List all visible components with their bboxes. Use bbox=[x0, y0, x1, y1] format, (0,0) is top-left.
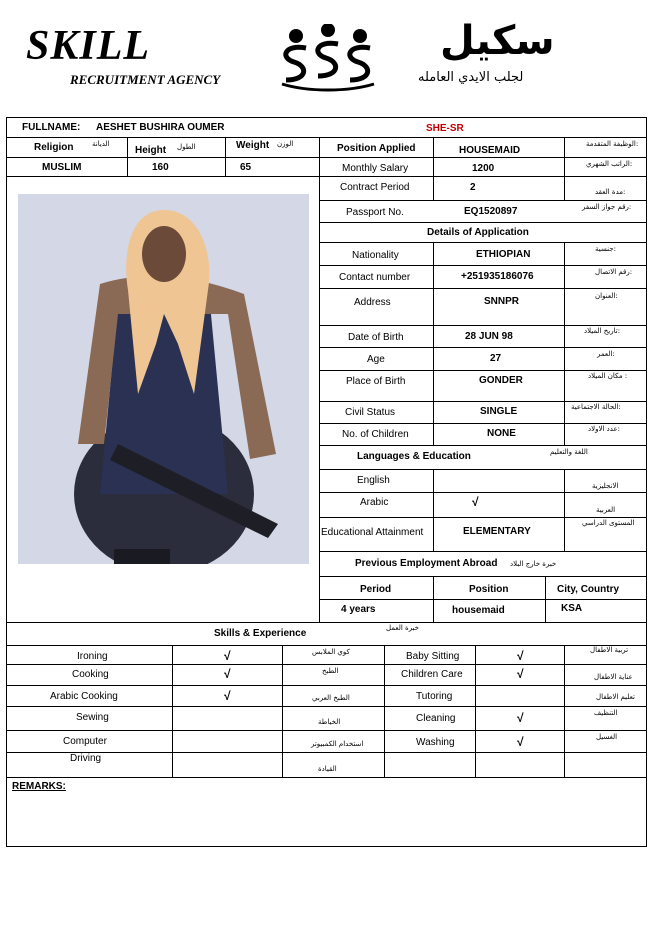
religion-label: Religion bbox=[34, 142, 74, 153]
weight-label: Weight bbox=[236, 140, 270, 151]
skill-tutoring: Tutoring bbox=[416, 691, 453, 702]
employment-position: housemaid bbox=[452, 605, 505, 616]
remarks-label: REMARKS: bbox=[12, 781, 66, 792]
brand-name-arabic: سكيل bbox=[440, 18, 555, 64]
arabic-mark: √ bbox=[472, 495, 479, 509]
education-label-arabic: المستوى الدراسي bbox=[582, 519, 635, 527]
skill-sewing: Sewing bbox=[76, 712, 109, 723]
children-label-arabic: عدد الاولاد: bbox=[588, 425, 620, 433]
english-label-arabic: الانجليزية bbox=[592, 482, 619, 490]
nationality-label: Nationality bbox=[352, 250, 399, 261]
skill-tutoring-arabic: تعليم الاطفال bbox=[596, 693, 635, 701]
weight-value: 65 bbox=[240, 162, 252, 173]
skill-ironing-mark: √ bbox=[224, 649, 231, 663]
age-label-arabic: العمر: bbox=[597, 350, 615, 358]
employment-heading-arabic: خبرة خارج البلاد bbox=[510, 560, 557, 568]
employment-period: 4 years bbox=[341, 604, 376, 615]
skill-washing-arabic: الغسيل bbox=[596, 733, 618, 741]
religion-value: MUSLIM bbox=[42, 162, 82, 173]
height-value: 160 bbox=[152, 162, 169, 173]
skill-driving: Driving bbox=[70, 753, 102, 764]
religion-label-arabic: الديانة bbox=[92, 140, 110, 148]
candidate-photo bbox=[18, 194, 309, 564]
skill-cooking-arabic: الطبخ bbox=[322, 667, 339, 675]
skill-driving-arabic: القيادة bbox=[318, 765, 337, 773]
salary-label: Monthly Salary bbox=[342, 163, 409, 174]
position-value: HOUSEMAID bbox=[459, 145, 521, 156]
contact-label-arabic: رقم الاتصال: bbox=[595, 268, 633, 276]
contact-value: +251935186076 bbox=[461, 271, 534, 282]
skill-cooking: Cooking bbox=[72, 669, 109, 680]
skill-sewing-arabic: الخياطة bbox=[318, 718, 341, 726]
fullname-label: FULLNAME: bbox=[22, 122, 81, 133]
brand-subtitle-arabic: لجلب الايدي العامله bbox=[418, 70, 524, 85]
passport-label-arabic: رقم جواز السفر: bbox=[582, 203, 632, 211]
contract-value: 2 bbox=[470, 182, 476, 193]
employment-col-position: Position bbox=[469, 584, 509, 595]
address-label-arabic: العنوان: bbox=[595, 292, 618, 300]
salary-label-arabic: الراتب الشهري: bbox=[586, 160, 633, 168]
civil-status-value: SINGLE bbox=[480, 406, 518, 417]
nationality-label-arabic: جنسية: bbox=[595, 245, 616, 253]
skill-children-care-mark: √ bbox=[517, 667, 524, 681]
contract-label: Contract Period bbox=[340, 182, 410, 193]
employment-city: KSA bbox=[561, 603, 583, 614]
skill-cleaning: Cleaning bbox=[416, 713, 456, 724]
children-label: No. of Children bbox=[342, 429, 409, 440]
fullname-value: AESHET BUSHIRA OUMER bbox=[96, 122, 225, 133]
employment-col-period: Period bbox=[360, 584, 392, 595]
skill-cleaning-arabic: التنظيف bbox=[594, 709, 618, 717]
age-label: Age bbox=[367, 354, 385, 365]
civil-status-label-arabic: الحالة الاجتماعية: bbox=[571, 403, 621, 411]
skill-washing: Washing bbox=[416, 737, 455, 748]
employment-heading: Previous Employment Abroad bbox=[355, 558, 498, 569]
details-heading: Details of Application bbox=[427, 227, 529, 238]
education-value: ELEMENTARY bbox=[463, 526, 531, 537]
position-label-arabic: الوظيفة المتقدمة: bbox=[586, 140, 639, 148]
candidate-code: SHE-SR bbox=[426, 123, 464, 134]
weight-label-arabic: الوزن bbox=[277, 140, 294, 148]
agency-logo-icon bbox=[278, 24, 378, 92]
skill-ironing: Ironing bbox=[77, 651, 108, 662]
skill-computer-arabic: استخدام الكمبيوتر bbox=[311, 740, 364, 748]
arabic-label: Arabic bbox=[360, 497, 389, 508]
passport-value: EQ1520897 bbox=[464, 206, 518, 217]
pob-label-arabic: مكان الميلاد : bbox=[588, 372, 628, 380]
skill-washing-mark: √ bbox=[517, 735, 524, 749]
dob-label: Date of Birth bbox=[348, 332, 404, 343]
position-label: Position Applied bbox=[337, 143, 416, 154]
skills-heading-arabic: خبرة العمل bbox=[386, 624, 419, 632]
english-label: English bbox=[357, 475, 390, 486]
skills-heading: Skills & Experience bbox=[214, 628, 307, 639]
contract-label-arabic: مدة العقد: bbox=[595, 188, 626, 196]
skill-ironing-arabic: كوي الملابس bbox=[312, 648, 350, 656]
brand-subtitle: RECRUITMENT AGENCY bbox=[70, 72, 221, 87]
address-label: Address bbox=[354, 297, 391, 308]
pob-label: Place of Birth bbox=[346, 376, 406, 387]
nationality-value: ETHIOPIAN bbox=[476, 249, 531, 260]
height-label: Height bbox=[135, 145, 167, 156]
employment-col-city: City, Country bbox=[557, 584, 620, 595]
education-label: Educational Attainment bbox=[321, 527, 424, 538]
languages-heading: Languages & Education bbox=[357, 451, 471, 462]
skill-arabic-cooking-mark: √ bbox=[224, 689, 231, 703]
civil-status-label: Civil Status bbox=[345, 407, 396, 418]
skill-baby-sitting: Baby Sitting bbox=[406, 651, 460, 662]
skill-arabic-cooking: Arabic Cooking bbox=[50, 691, 118, 702]
brand-name: SKILL bbox=[26, 23, 151, 69]
salary-value: 1200 bbox=[472, 163, 495, 174]
skill-cooking-mark: √ bbox=[224, 667, 231, 681]
skill-children-care: Children Care bbox=[401, 669, 463, 680]
skill-computer: Computer bbox=[63, 736, 107, 747]
skill-cleaning-mark: √ bbox=[517, 711, 524, 725]
skill-children-care-arabic: عناية الاطفال bbox=[594, 673, 633, 681]
skill-arabic-cooking-arabic: الطبخ العربي bbox=[312, 694, 350, 702]
passport-label: Passport No. bbox=[346, 207, 404, 218]
address-value: SNNPR bbox=[484, 296, 520, 307]
dob-value: 28 JUN 98 bbox=[465, 331, 513, 342]
skill-baby-sitting-arabic: تربية الاطفال bbox=[590, 646, 629, 654]
contact-label: Contact number bbox=[339, 272, 411, 283]
height-label-arabic: الطول bbox=[177, 143, 196, 151]
age-value: 27 bbox=[490, 353, 502, 364]
pob-value: GONDER bbox=[479, 375, 523, 386]
children-value: NONE bbox=[487, 428, 516, 439]
skill-baby-sitting-mark: √ bbox=[517, 649, 524, 663]
dob-label-arabic: تاريخ الميلاد: bbox=[584, 327, 621, 335]
languages-heading-arabic: اللغة والتعليم bbox=[550, 448, 588, 456]
arabic-label-arabic: العربية bbox=[596, 506, 616, 514]
